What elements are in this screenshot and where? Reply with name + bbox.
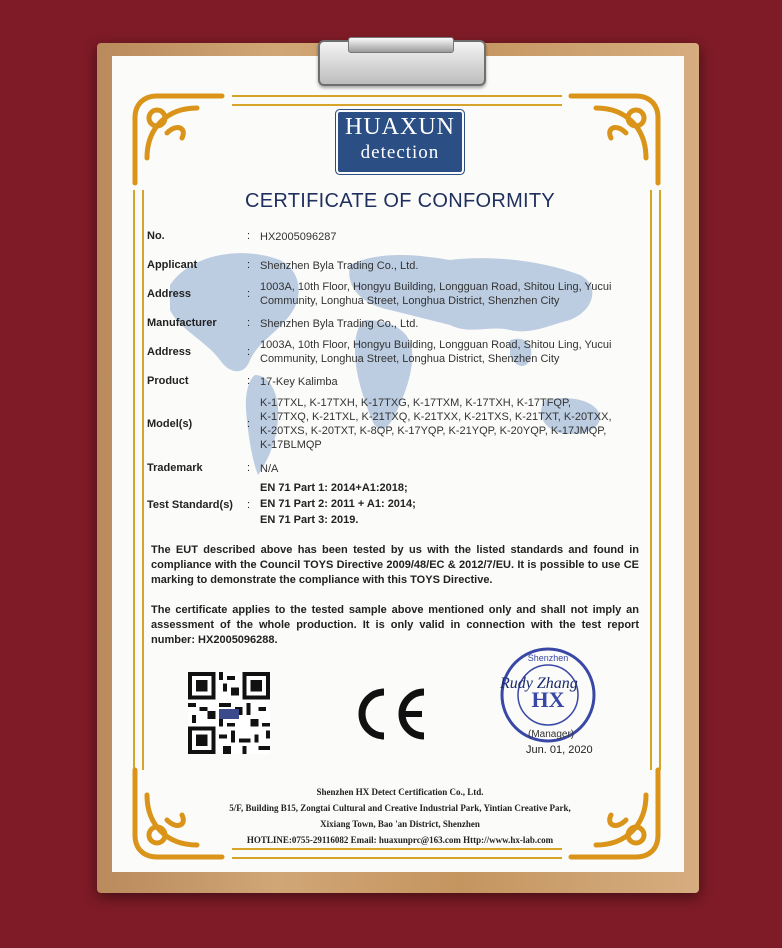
validity-statement: The certificate applies to the tested sample above mentioned only and shall not imply an assessment of the whole production. It is only valid in connection with the test report number: HX2005096288. — [151, 604, 639, 646]
qr-code — [188, 672, 270, 754]
footer-address-line-2: Xixiang Town, Bao 'an District, Shenzhen — [320, 819, 480, 829]
colon: : — [247, 317, 251, 329]
huaxun-logo — [338, 112, 462, 172]
issue-date: Jun. 01, 2020 — [526, 744, 593, 756]
no-value: HX2005096287 — [260, 231, 337, 243]
frame-border-top — [232, 95, 562, 106]
test-standard-line: EN 71 Part 1: 2014+A1:2018; — [260, 482, 408, 494]
seal-ring-text: Shenzhen — [527, 653, 569, 663]
frame-border-bottom — [232, 848, 562, 859]
ornament-corner-top-right — [566, 88, 666, 188]
ce-mark — [350, 684, 430, 744]
no-label: No. — [147, 230, 165, 242]
frame-border-right — [650, 190, 661, 770]
manufacturer-address-line: Community, Longhua Street, Longhua District, Shenzhen City — [260, 353, 560, 365]
applicant-address-line: Community, Longhua Street, Longhua District, Shenzhen City — [260, 295, 560, 307]
applicant-label: Applicant — [147, 259, 198, 271]
colon: : — [247, 499, 251, 511]
clipboard-clip-top — [348, 37, 454, 53]
manufacturer-label: Manufacturer — [147, 317, 217, 329]
manufacturer-address-label: Address — [147, 346, 192, 358]
colon: : — [247, 462, 251, 474]
models-line: K-20TXS, K-20TXT, K-8QP, K-17YQP, K-21YQP, K-20YQP, K-17JMQP, — [260, 425, 607, 437]
applicant-address-line: 1003A, 10th Floor, Hongyu Building, Longguan Road, Shitou Ling, Yucui — [260, 281, 612, 293]
models-line: K-17BLMQP — [260, 439, 322, 451]
manufacturer-value: Shenzhen Byla Trading Co., Ltd. — [260, 318, 419, 330]
colon: : — [247, 288, 251, 300]
logo-name: HUAXUN — [345, 114, 455, 140]
manager-signature: Rudy Zhang — [500, 675, 578, 692]
models-line: K-17TXL, K-17TXH, K-17TXG, K-17TXM, K-17TXH, K-17TFQP, — [260, 397, 571, 409]
manager-title: (Manager) — [528, 729, 575, 740]
applicant-address-label: Address — [147, 288, 192, 300]
product-label: Product — [147, 375, 189, 387]
certificate-title: CERTIFICATE OF CONFORMITY — [244, 190, 556, 212]
ornament-corner-bottom-left — [127, 765, 227, 865]
trademark-label: Trademark — [147, 462, 203, 474]
colon: : — [247, 259, 251, 271]
applicant-value: Shenzhen Byla Trading Co., Ltd. — [260, 260, 419, 272]
test-standard-line: EN 71 Part 3: 2019. — [260, 514, 359, 526]
trademark-value: N/A — [260, 463, 279, 475]
footer-contact: HOTLINE:0755-29116082 Email: huaxunprc@163.com Http://www.hx-lab.com — [246, 835, 554, 845]
frame-border-left — [133, 190, 144, 770]
models-line: K-17TXQ, K-21TXL, K-21TXQ, K-21TXX, K-21TXS, K-21TXT, K-20TXX, — [260, 411, 612, 423]
manufacturer-address-line: 1003A, 10th Floor, Hongyu Building, Longguan Road, Shitou Ling, Yucui — [260, 339, 612, 351]
colon: : — [247, 375, 251, 387]
test-standard-line: EN 71 Part 2: 2011 + A1: 2014; — [260, 498, 416, 510]
product-value: 17-Key Kalimba — [260, 376, 338, 388]
footer-address-line-1: 5/F, Building B15, Zongtai Cultural and Creative Industrial Park, Yintian Creative Park, — [229, 803, 571, 813]
logo-subtitle: detection — [360, 142, 440, 163]
colon: : — [247, 346, 251, 358]
footer-company: Shenzhen HX Detect Certification Co., Ltd. — [316, 787, 484, 797]
ornament-corner-top-left — [127, 88, 227, 188]
test-standards-label: Test Standard(s) — [147, 499, 233, 511]
colon: : — [247, 230, 251, 242]
ornament-corner-bottom-right — [566, 765, 666, 865]
models-label: Model(s) — [147, 418, 193, 430]
seal-center-text: HX — [531, 687, 565, 712]
compliance-statement: The EUT described above has been tested by us with the listed standards and found in compliance with the Council TOYS Directive 2009/48/EC & 2012/7/EU. It is possible to use CE marking to demonstrate the compliance with this TOYS Directive. — [151, 544, 639, 586]
colon: : — [247, 418, 251, 430]
